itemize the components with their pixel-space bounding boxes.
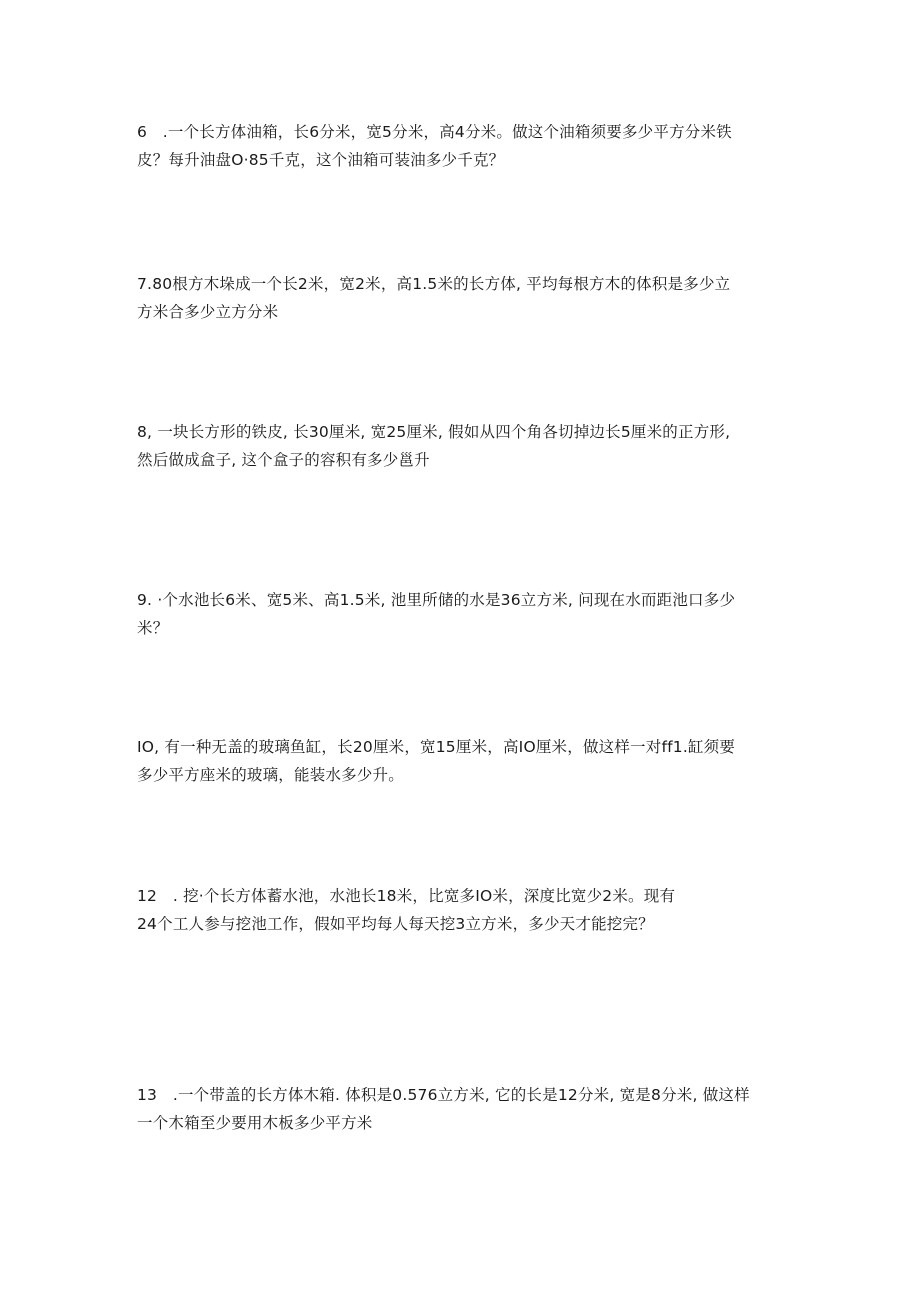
- problem-6-line-2: 皮？每升油盘O·85千克，这个油箱可装油多少千克？: [137, 151, 505, 169]
- problem-10-line-1: IO, 有一种无盖的玻璃鱼缸，长20厘米，宽15厘米，高IO厘米，做这样一对ff1.缸须要: [137, 738, 736, 756]
- problem-13-line-2: 一个木箱至少要用木板多少平方米: [137, 1114, 373, 1132]
- problem-13: [137, 1081, 787, 1137]
- problem-6: [137, 118, 787, 174]
- problem-8-line-2: 然后做成盒子, 这个盒子的容积有多少邕升: [137, 451, 430, 469]
- problem-10-line-2: 多少平方座米的玻璃，能装水多少升。: [137, 766, 404, 784]
- problem-9: [137, 586, 787, 642]
- problem-8: [137, 418, 787, 474]
- problem-12-line-1: 12 . 挖·个长方体蓄水池，水池长18米，比宽多IO米，深度比宽少2米。现有: [137, 887, 676, 905]
- problem-7-line-2: 方米合多少立方分米: [137, 303, 279, 321]
- problem-13-line-1: 13 .一个带盖的长方体木箱. 体积是0.576立方米, 它的长是12分米, 宽是8分米, 做这样: [137, 1086, 750, 1104]
- problem-7-line-1: 7.80根方木垛成一个长2米，宽2米，高1.5米的长方体, 平均每根方木的体积是多少立: [137, 275, 731, 293]
- problem-8-line-1: 8, 一块长方形的铁皮, 长30厘米, 宽25厘米, 假如从四个角各切掉边长5厘米的正方形,: [137, 423, 731, 441]
- problem-7: [137, 270, 787, 326]
- problem-10: [137, 733, 787, 789]
- problem-12: [137, 882, 787, 938]
- problem-9-line-1: 9. ·个水池长6米、宽5米、高1.5米, 池里所储的水是36立方米, 问现在水而距池口多少: [137, 591, 736, 609]
- problem-12-line-2: 24个工人参与挖池工作，假如平均每人每天挖3立方米，多少天才能挖完？: [137, 915, 654, 933]
- problem-9-line-2: 米？: [137, 619, 169, 637]
- problem-6-line-1: 6 .一个长方体油箱，长6分米，宽5分米，高4分米。做这个油箱须要多少平方分米铁: [137, 123, 732, 141]
